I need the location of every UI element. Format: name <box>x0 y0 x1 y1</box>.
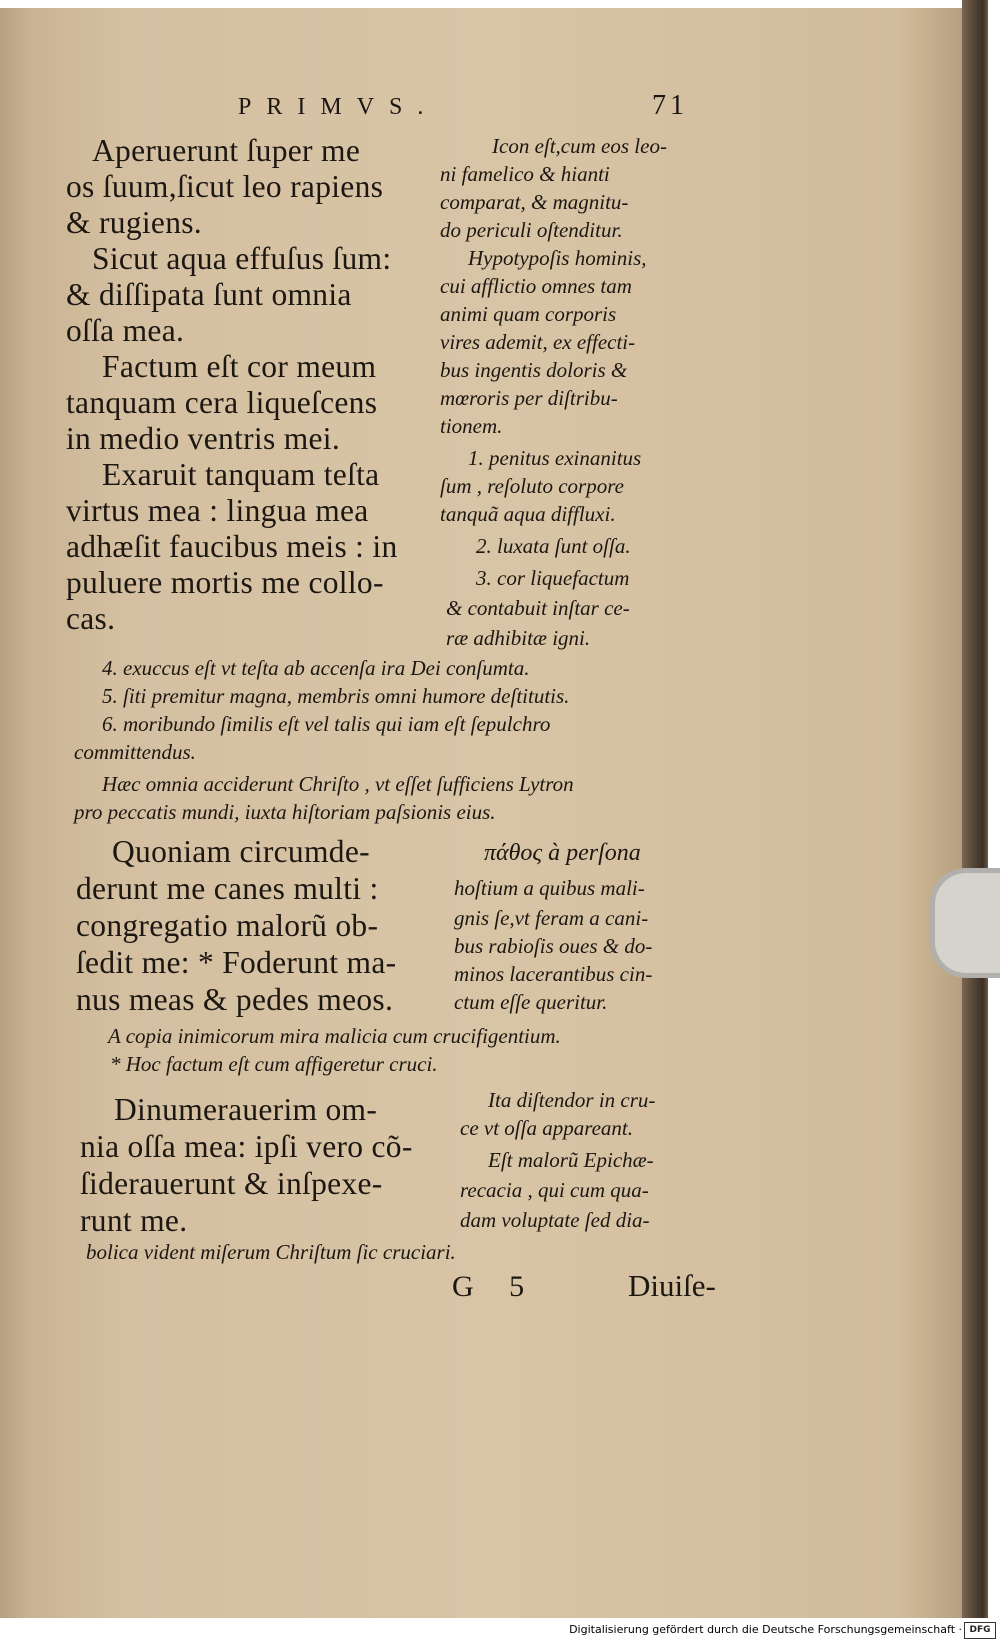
margin-line: & contabuit inſtar ce- <box>446 596 630 620</box>
catchword: Diuiſe- <box>628 1268 716 1303</box>
margin-line: recacia , qui cum qua- <box>460 1178 649 1202</box>
margin-line: comparat, & magnitu- <box>440 190 629 214</box>
margin-line: tanquã aqua diffluxi. <box>440 502 616 526</box>
margin-line: vires ademit, ex effecti- <box>440 330 636 354</box>
margin-line: cui afflictio omnes tam <box>440 274 632 298</box>
main-line: puluere mortis me collo- <box>66 565 384 600</box>
main-line: ſiderauerunt & inſpexe- <box>80 1166 383 1201</box>
margin-line: ctum eſſe queritur. <box>454 990 608 1014</box>
margin-line: bus ingentis doloris & <box>440 358 628 382</box>
signature-mark: G 5 <box>452 1270 539 1303</box>
margin-line: bus rabioſis oues & do- <box>454 934 653 958</box>
margin-line: tionem. <box>440 414 503 438</box>
margin-line: do periculi oſtenditur. <box>440 218 623 242</box>
note-line: Hæc omnia acciderunt Chriſto , vt eſſet ſufficiens Lytron <box>102 772 574 796</box>
margin-line: 1. penitus exinanitus <box>468 446 642 470</box>
margin-line: 2. luxata ſunt oſſa. <box>476 534 631 558</box>
note-line: committendus. <box>74 740 196 764</box>
main-line: derunt me canes multi : <box>76 871 379 906</box>
main-line: in medio ventris mei. <box>66 421 341 456</box>
main-line: & diſſipata ſunt omnia <box>66 277 352 312</box>
note-line: 6. moribundo ſimilis eſt vel talis qui iam eſt ſepulchro <box>102 712 551 736</box>
main-line: & rugiens. <box>66 205 202 240</box>
note-line: bolica vident miſerum Chriſtum ſic cruciari. <box>86 1240 456 1264</box>
margin-line: animi quam corporis <box>440 302 617 326</box>
note-line: 4. exuccus eſt vt teſta ab accenſa ira Dei conſumta. <box>102 656 530 680</box>
main-line: Factum eſt cor meum <box>102 349 377 384</box>
margin-line: ſum , reſoluto corpore <box>440 474 624 498</box>
note-line: * Hoc factum eſt cum affigeretur cruci. <box>110 1052 438 1076</box>
margin-line: Ita diſtendor in cru- <box>488 1088 656 1112</box>
main-line: Quoniam circumde- <box>112 834 370 869</box>
margin-line: ce vt oſſa appareant. <box>460 1116 634 1140</box>
main-line: os ſuum,ſicut leo rapiens <box>66 169 384 204</box>
main-line: Aperuerunt ſuper me <box>92 133 361 168</box>
main-line: tanquam cera liqueſcens <box>66 385 378 420</box>
main-line: nus meas & pedes meos. <box>76 982 394 1017</box>
main-line: Dinumerauerim om- <box>114 1092 378 1127</box>
main-line: virtus mea : lingua mea <box>66 493 369 528</box>
book-binding-edge <box>962 0 988 1618</box>
main-line: Sicut aqua effuſus ſum: <box>92 241 392 276</box>
note-line: pro peccatis mundi, iuxta hiſtoriam paſsionis eius. <box>74 800 496 824</box>
margin-line: dam voluptate ſed dia- <box>460 1208 650 1232</box>
running-title: PRIMVS. <box>238 94 439 120</box>
margin-line: πάθος à perſona <box>484 840 641 866</box>
main-line: adhæſit faucibus meis : in <box>66 529 398 564</box>
margin-line: Hypotypoſis hominis, <box>468 246 647 270</box>
dfg-logo: DFG <box>964 1622 996 1639</box>
page-clip <box>930 868 1000 978</box>
margin-line: Icon eſt,cum eos leo- <box>492 134 667 158</box>
main-line: runt me. <box>80 1203 188 1238</box>
main-line: ſedit me: * Foderunt ma- <box>76 945 397 980</box>
margin-line: minos lacerantibus cin- <box>454 962 653 986</box>
main-line: cas. <box>66 601 116 636</box>
page-number: 71 <box>652 90 688 121</box>
margin-line: 3. cor liquefactum <box>476 566 630 590</box>
main-line: congregatio malorũ ob- <box>76 908 379 943</box>
note-line: 5. ſiti premitur magna, membris omni humore deſtitutis. <box>102 684 570 708</box>
margin-line: mœroris per diſtribu- <box>440 386 618 410</box>
margin-line: gnis ſe,vt feram a cani- <box>454 906 649 930</box>
main-line: oſſa mea. <box>66 313 185 348</box>
funding-credit: Digitalisierung gefördert durch die Deutsche Forschungsgemeinschaft · <box>569 1623 962 1636</box>
main-line: Exaruit tanquam teſta <box>102 457 380 492</box>
note-line: A copia inimicorum mira malicia cum crucifigentium. <box>108 1024 561 1048</box>
main-line: nia oſſa mea: ipſi vero cõ- <box>80 1129 413 1164</box>
margin-line: hoſtium a quibus mali- <box>454 876 645 900</box>
margin-line: ræ adhibitæ igni. <box>446 626 591 650</box>
margin-line: Eſt malorũ Epichæ- <box>488 1148 654 1172</box>
margin-line: ni famelico & hianti <box>440 162 610 186</box>
